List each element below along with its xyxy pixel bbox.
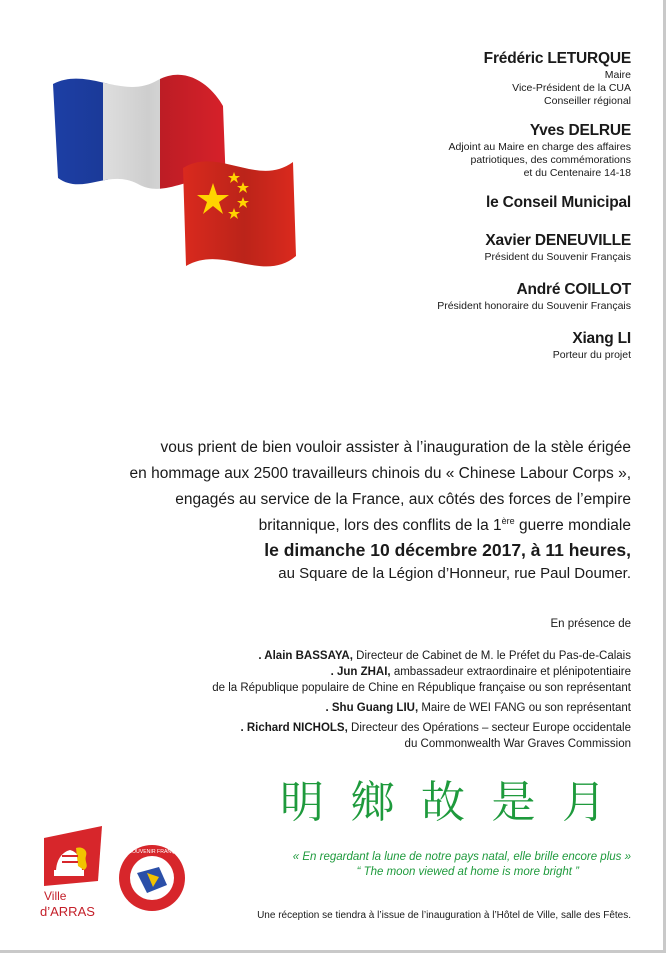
chinese-character: 故 — [421, 777, 469, 828]
guest-desc: de la République populaire de Chine en République française ou son représentant — [212, 682, 631, 694]
chinese-character: 鄉 — [350, 777, 399, 828]
invitation-line: en hommage aux 2500 travailleurs chinois du « Chinese Labour Corps », — [129, 465, 631, 482]
guest-line — [71, 700, 631, 716]
host-role: Président honoraire du Souvenir Français — [437, 300, 631, 312]
guest-name: . Jun ZHAI, — [330, 666, 391, 678]
flags-illustration — [48, 66, 298, 296]
guest-line — [71, 664, 631, 680]
host — [301, 280, 631, 313]
arras-text-line1: Ville — [44, 889, 67, 903]
invitation-line-text: britannique, lors des conflits de la 1 — [258, 517, 502, 534]
guest-list — [71, 648, 631, 752]
invitation-line-text: guerre mondiale — [514, 517, 631, 534]
presence-title: En présence de — [550, 618, 631, 630]
quote-french: « En regardant la lune de notre pays natal, elle brille encore plus » — [292, 851, 631, 863]
invitation-text — [31, 435, 631, 539]
guest-name: . Shu Guang LIU, — [325, 702, 419, 714]
host — [301, 231, 631, 264]
quote-english: “ The moon viewed at home is more bright ” — [356, 866, 579, 878]
ville-arras-logo — [38, 826, 110, 921]
guest-desc: Maire de WEI FANG ou son représentant — [418, 702, 631, 714]
guest-line — [71, 736, 631, 752]
invitation-line — [31, 513, 631, 539]
invitation-line: vous prient de bien vouloir assister à l’inauguration de la stèle érigée — [160, 439, 631, 456]
souvenir-logo-text: LE SOUVENIR FRANÇAIS — [120, 849, 184, 855]
chinese-flag — [178, 141, 298, 291]
event-date: le dimanche 10 décembre 2017, à 11 heures, — [264, 540, 631, 560]
host-role: Maire — [604, 69, 631, 81]
guest-name: . Alain BASSAYA, — [258, 650, 353, 662]
host-role: Conseiller régional — [544, 95, 631, 107]
guest-desc: Directeur de Cabinet de M. le Préfet du Pas-de-Calais — [352, 650, 631, 662]
host-name: Frédéric LETURQUE — [483, 50, 631, 67]
host-role: Porteur du projet — [552, 349, 631, 361]
host-role: Adjoint au Maire en charge des affaires — [448, 141, 631, 153]
guest-line — [71, 680, 631, 696]
host-name: Yves DELRUE — [529, 122, 631, 139]
souvenir-francais-logo — [117, 843, 187, 913]
guest-line — [71, 720, 631, 736]
host-role: patriotiques, des commémorations — [470, 154, 631, 166]
guest-desc: du Commonwealth War Graves Commission — [404, 738, 631, 750]
invitation-line: engagés au service de la France, aux côtés des forces de l’empire — [175, 491, 631, 508]
host-name: Xavier DENEUVILLE — [485, 232, 631, 249]
host — [301, 121, 631, 180]
event-place: au Square de la Légion d’Honneur, rue Paul Doumer. — [278, 565, 631, 582]
chinese-character: 是 — [491, 777, 540, 828]
guest-desc: ambassadeur extraordinaire et plénipotentiaire — [390, 666, 631, 678]
chinese-poem — [280, 774, 610, 832]
host-name: le Conseil Municipal — [486, 194, 631, 211]
guest-line — [71, 648, 631, 664]
chinese-character: 明 — [280, 777, 328, 828]
reception-note: Une réception se tiendra à l’issue de l’inauguration à l’Hôtel de Ville, salle des Fêtes. — [257, 910, 631, 921]
host-role: Président du Souvenir Français — [484, 251, 631, 263]
host-role: et du Centenaire 14-18 — [523, 167, 631, 179]
chinese-character: 月 — [562, 777, 610, 828]
host — [301, 49, 631, 108]
host — [301, 329, 631, 362]
guest-desc: Directeur des Opérations – secteur Europe occidentale — [347, 722, 631, 734]
guest-name: . Richard NICHOLS, — [240, 722, 348, 734]
host-role: Vice-Président de la CUA — [512, 82, 631, 94]
arras-text-line2: d’ARRAS — [40, 904, 95, 919]
host — [301, 193, 631, 213]
hosts-block — [301, 49, 631, 375]
host-name: Xiang LI — [572, 330, 631, 347]
host-name: André COILLOT — [516, 281, 631, 298]
ordinal-superscript: ère — [501, 516, 515, 526]
